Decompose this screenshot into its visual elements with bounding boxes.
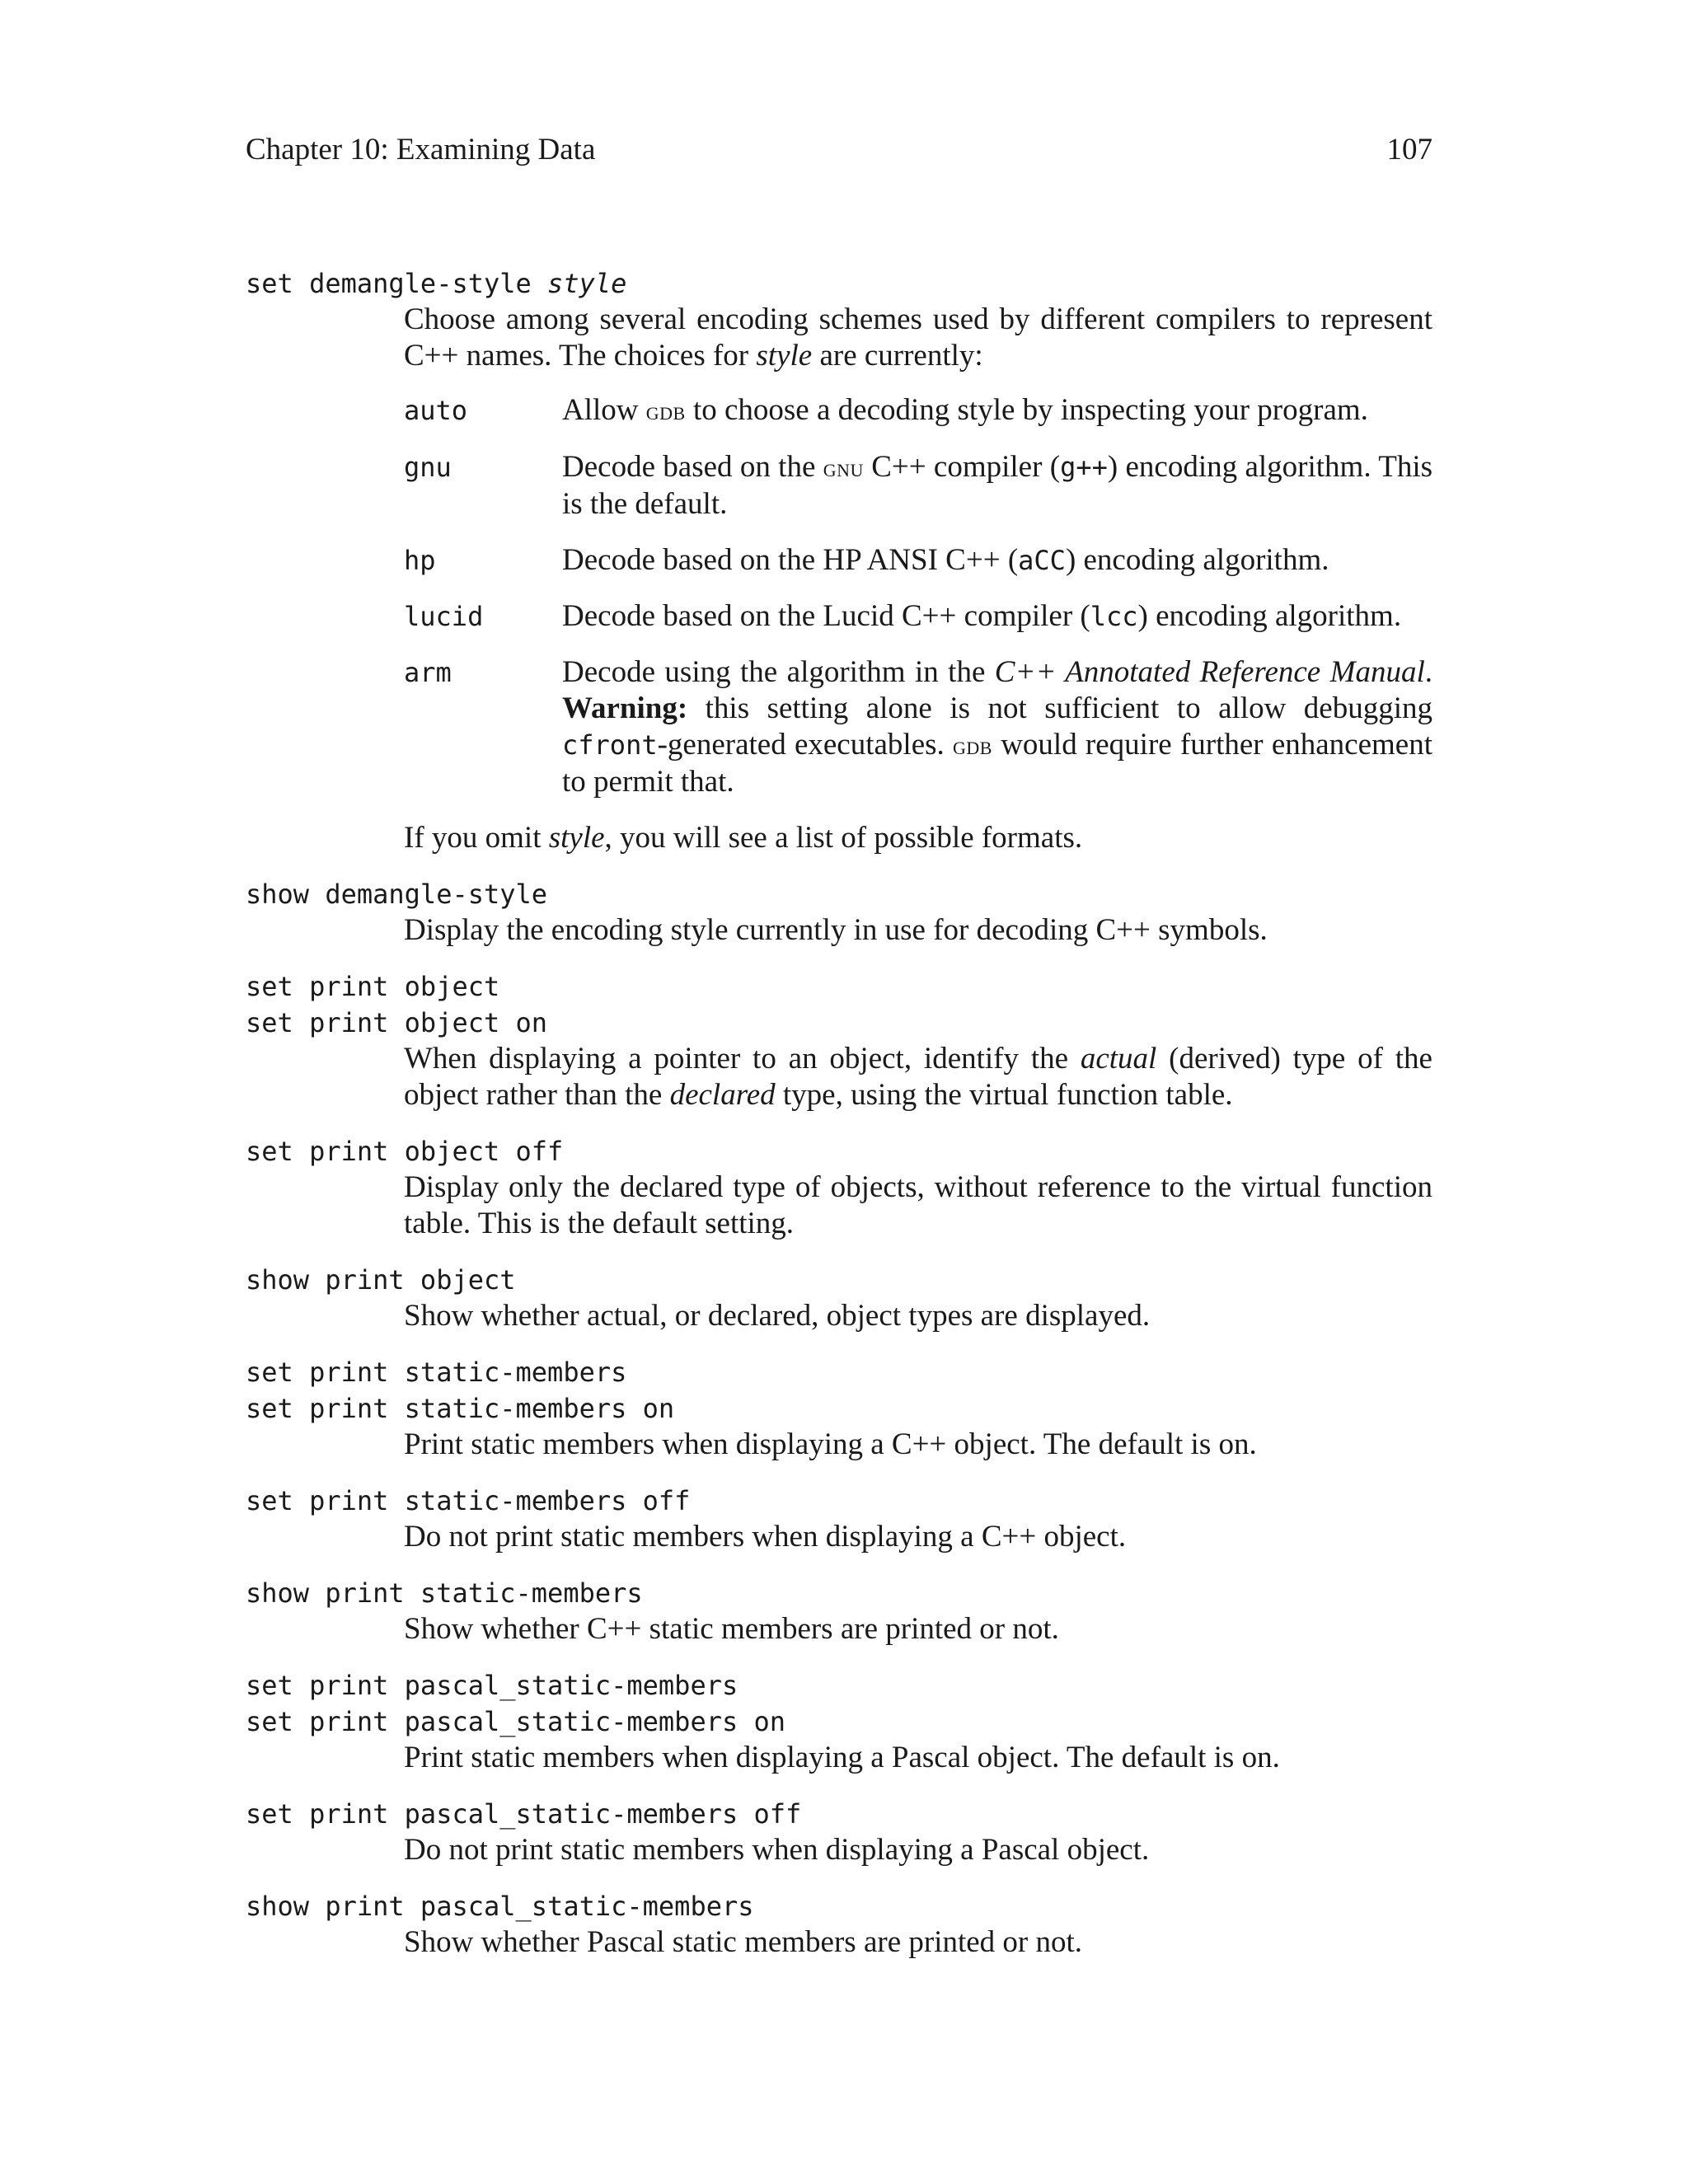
omit-style-word: style <box>548 821 605 855</box>
option-row-arm <box>404 654 1432 800</box>
option-description <box>562 598 1432 635</box>
entry-term <box>246 1354 1432 1390</box>
entry-definition: Display the encoding style currently in use for decoding C++ symbols. <box>404 913 1268 947</box>
entry-term <box>246 1005 1432 1041</box>
intro-text-end: are currently: <box>812 339 983 373</box>
desc-part: When displaying a pointer to an object, identify the <box>404 1042 1081 1076</box>
command-text: show print object <box>246 1264 516 1296</box>
chapter-title: Chapter 10: Examining Data <box>246 133 596 166</box>
entry-show-print-static-members <box>246 1575 1432 1647</box>
desc-part: (derived) type of the object rather than the <box>404 1042 1432 1112</box>
desc-part: -generated executables. <box>657 728 953 762</box>
entry-term <box>246 1262 1432 1298</box>
entry-term <box>246 1667 1432 1704</box>
desc-part: would require further enhancement to permit that. <box>562 728 1432 799</box>
desc-part: C++ compiler ( <box>863 450 1061 484</box>
emphasis-actual: actual <box>1080 1042 1157 1076</box>
option-name: auto <box>404 395 468 426</box>
entry-set-demangle-style <box>246 265 1432 856</box>
entry-set-print-pascal-static-members <box>246 1667 1432 1776</box>
desc-part: type, using the virtual function table. <box>775 1078 1233 1112</box>
desc-part: Decode using the algorithm in the <box>562 655 995 689</box>
desc-part: Allow <box>562 393 646 427</box>
omit-text-end: , you will see a list of possible formats. <box>604 821 1083 855</box>
entry-set-print-object <box>246 968 1432 1113</box>
option-description <box>562 392 1432 429</box>
entry-definition: Show whether C++ static members are printed or not. <box>404 1612 1059 1646</box>
running-header <box>246 125 1432 175</box>
entry-definition: Print static members when displaying a C++ object. The default is on. <box>404 1427 1257 1461</box>
desc-part: ) encoding algorithm. <box>1065 543 1329 577</box>
option-name: gnu <box>404 452 452 483</box>
omit-paragraph <box>404 820 1432 856</box>
command-text: show print static-members <box>246 1577 643 1609</box>
command-text: set print object off <box>246 1136 564 1167</box>
desc-part: to choose a decoding style by inspecting your program. <box>685 393 1368 427</box>
entry-set-print-pascal-static-members-off <box>246 1796 1432 1868</box>
intro-text: Choose among several encoding schemes used by different compilers to represent C++ names. The choices for <box>404 302 1432 373</box>
entry-definition: Show whether actual, or declared, object types are displayed. <box>404 1299 1151 1333</box>
style-options-table <box>404 392 1432 800</box>
command-text: set demangle-style <box>246 268 548 299</box>
option-name: lucid <box>404 601 484 632</box>
entry-set-print-static-members <box>246 1354 1432 1463</box>
gnu-name: gnu <box>823 453 864 482</box>
command-text: show demangle-style <box>246 879 548 910</box>
command-text: set print object on <box>246 1007 548 1038</box>
entry-term <box>246 1796 1432 1832</box>
option-row-auto <box>404 392 1432 429</box>
option-row-gnu <box>404 449 1432 523</box>
entry-definition: Show whether Pascal static members are printed or not. <box>404 1925 1083 1959</box>
command-text: set print static-members off <box>246 1485 691 1516</box>
option-description <box>562 449 1432 523</box>
entry-set-print-object-off <box>246 1133 1432 1242</box>
gdb-name: gdb <box>953 731 992 760</box>
desc-part: ) encoding algorithm. <box>1137 599 1402 633</box>
command-text: set print object <box>246 971 500 1002</box>
manual-title: C++ Annotated Reference Manual <box>994 655 1425 689</box>
emphasis-declared: declared <box>669 1078 776 1112</box>
entry-term <box>246 1483 1432 1519</box>
command-text: set print static-members on <box>246 1393 675 1424</box>
entry-definition: Display only the declared type of objects, without reference to the virtual function table. This is the default setting. <box>404 1170 1432 1240</box>
entry-show-print-object <box>246 1262 1432 1334</box>
entry-definition: Do not print static members when displaying a C++ object. <box>404 1520 1127 1554</box>
entry-definition: Print static members when displaying a Pascal object. The default is on. <box>404 1741 1280 1774</box>
warning-label: Warning: <box>562 691 688 725</box>
option-row-lucid <box>404 598 1432 635</box>
entry-definition: Do not print static members when displaying a Pascal object. <box>404 1833 1150 1867</box>
command-text: set print pascal_static-members on <box>246 1706 786 1737</box>
desc-part: Decode based on the <box>562 450 823 484</box>
entry-definition <box>404 1041 1432 1113</box>
entry-definition <box>404 302 1432 856</box>
entry-term <box>246 968 1432 1005</box>
entry-term <box>246 1704 1432 1740</box>
entry-term <box>246 1888 1432 1924</box>
option-name: hp <box>404 545 436 576</box>
option-name: arm <box>404 657 452 688</box>
intro-paragraph <box>404 302 1432 374</box>
desc-part: this setting alone is not sufficient to allow debugging <box>687 691 1432 725</box>
gdb-name: gdb <box>645 396 686 425</box>
entry-term <box>246 1575 1432 1611</box>
desc-part: Decode based on the HP ANSI C++ ( <box>562 543 1019 577</box>
command-text: set print pascal_static-members <box>246 1670 738 1701</box>
omit-text: If you omit <box>404 821 549 855</box>
code-text: lcc <box>1090 601 1138 632</box>
entry-term <box>246 1390 1432 1427</box>
page-number: 107 <box>1386 133 1432 166</box>
body-text <box>246 265 1432 1980</box>
command-text: set print pascal_static-members off <box>246 1798 802 1830</box>
intro-style-word: style <box>756 339 813 373</box>
code-text: cfront <box>562 729 658 761</box>
option-description <box>562 654 1432 800</box>
entry-show-print-pascal-static-members <box>246 1888 1432 1961</box>
desc-part: Decode based on the Lucid C++ compiler ( <box>562 599 1090 633</box>
code-text: aCC <box>1018 545 1066 576</box>
entry-set-print-static-members-off <box>246 1483 1432 1555</box>
entry-term <box>246 876 1432 912</box>
command-argument: style <box>547 268 627 299</box>
command-text: set print static-members <box>246 1357 627 1388</box>
entry-term <box>246 1133 1432 1169</box>
code-text: g++ <box>1060 452 1108 483</box>
desc-part: . <box>1424 655 1432 689</box>
command-text: show print pascal_static-members <box>246 1891 754 1922</box>
entry-show-demangle-style <box>246 876 1432 949</box>
option-row-hp <box>404 542 1432 579</box>
option-description <box>562 542 1432 579</box>
desc-part: ) encoding algorithm. This is the default. <box>562 450 1432 521</box>
entry-term <box>246 265 1432 302</box>
